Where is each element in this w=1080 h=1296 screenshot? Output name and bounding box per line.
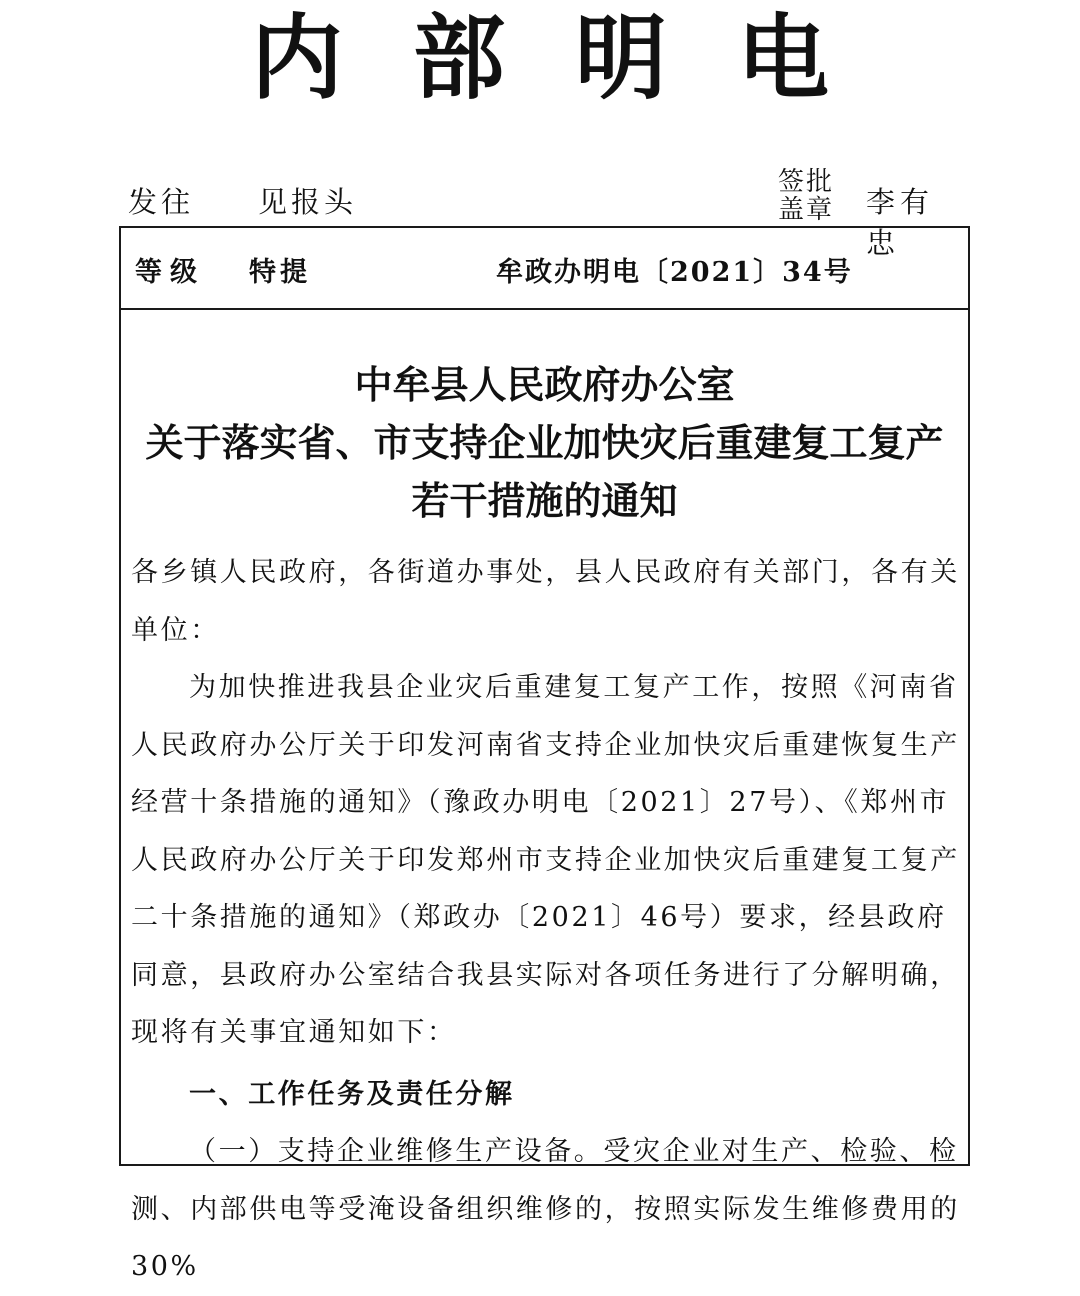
level-row <box>121 228 968 310</box>
sign-label-line2: 盖章 <box>778 195 835 225</box>
send-to-label: 发往 <box>128 185 195 219</box>
telegram-meta-row <box>128 167 958 260</box>
addressee-paragraph: 各乡镇人民政府，各街道办事处，县人民政府有关部门，各有关单位： <box>131 557 960 646</box>
title-line-2: 关于落实省、市支持企业加快灾后重建复工复产 <box>145 420 944 465</box>
send-to-value: 见报头 <box>258 185 358 219</box>
title-line-3: 若干措施的通知 <box>411 478 678 523</box>
section-heading: 一、工作任务及责任分解 <box>189 1078 515 1110</box>
document-banner-title: 内部明电 <box>250 3 899 112</box>
sign-label-line1: 签批 <box>778 167 835 197</box>
intro-paragraph: 为加快推进我县企业灾后重建复工复产工作，按照《河南省人民政府办公厅关于印发河南省支持企业加快灾后重建恢复生产经营十条措施的通知》（豫政办明电〔2021〕27号）、《郑州市人民政府办公厅关于印发郑州市支持企业加快灾后重建复工复产二十条措施的通知》（郑政办〔2021〕46号）要求，经县政府同意，县政府办公室结合我县实际对各项任务进行了分解明确，现将有关事宜通知如下： <box>131 672 960 1048</box>
document-number: 牟政办明电〔2021〕34号 <box>496 257 853 288</box>
document-body <box>131 544 961 1296</box>
signer-name: 李有忠 <box>866 185 935 260</box>
document-frame <box>119 226 970 1282</box>
title-line-1: 中牟县人民政府办公室 <box>354 362 735 407</box>
item-paragraph: （一）支持企业维修生产设备。受灾企业对生产、检验、检测、内部供电等受淹设备组织维修的，按照实际发生维修费用的30% <box>131 1136 960 1282</box>
document-title <box>121 356 968 530</box>
sign-seal-label <box>778 168 838 224</box>
level-value: 特提 <box>249 257 311 288</box>
level-label: 等级 <box>135 257 205 288</box>
